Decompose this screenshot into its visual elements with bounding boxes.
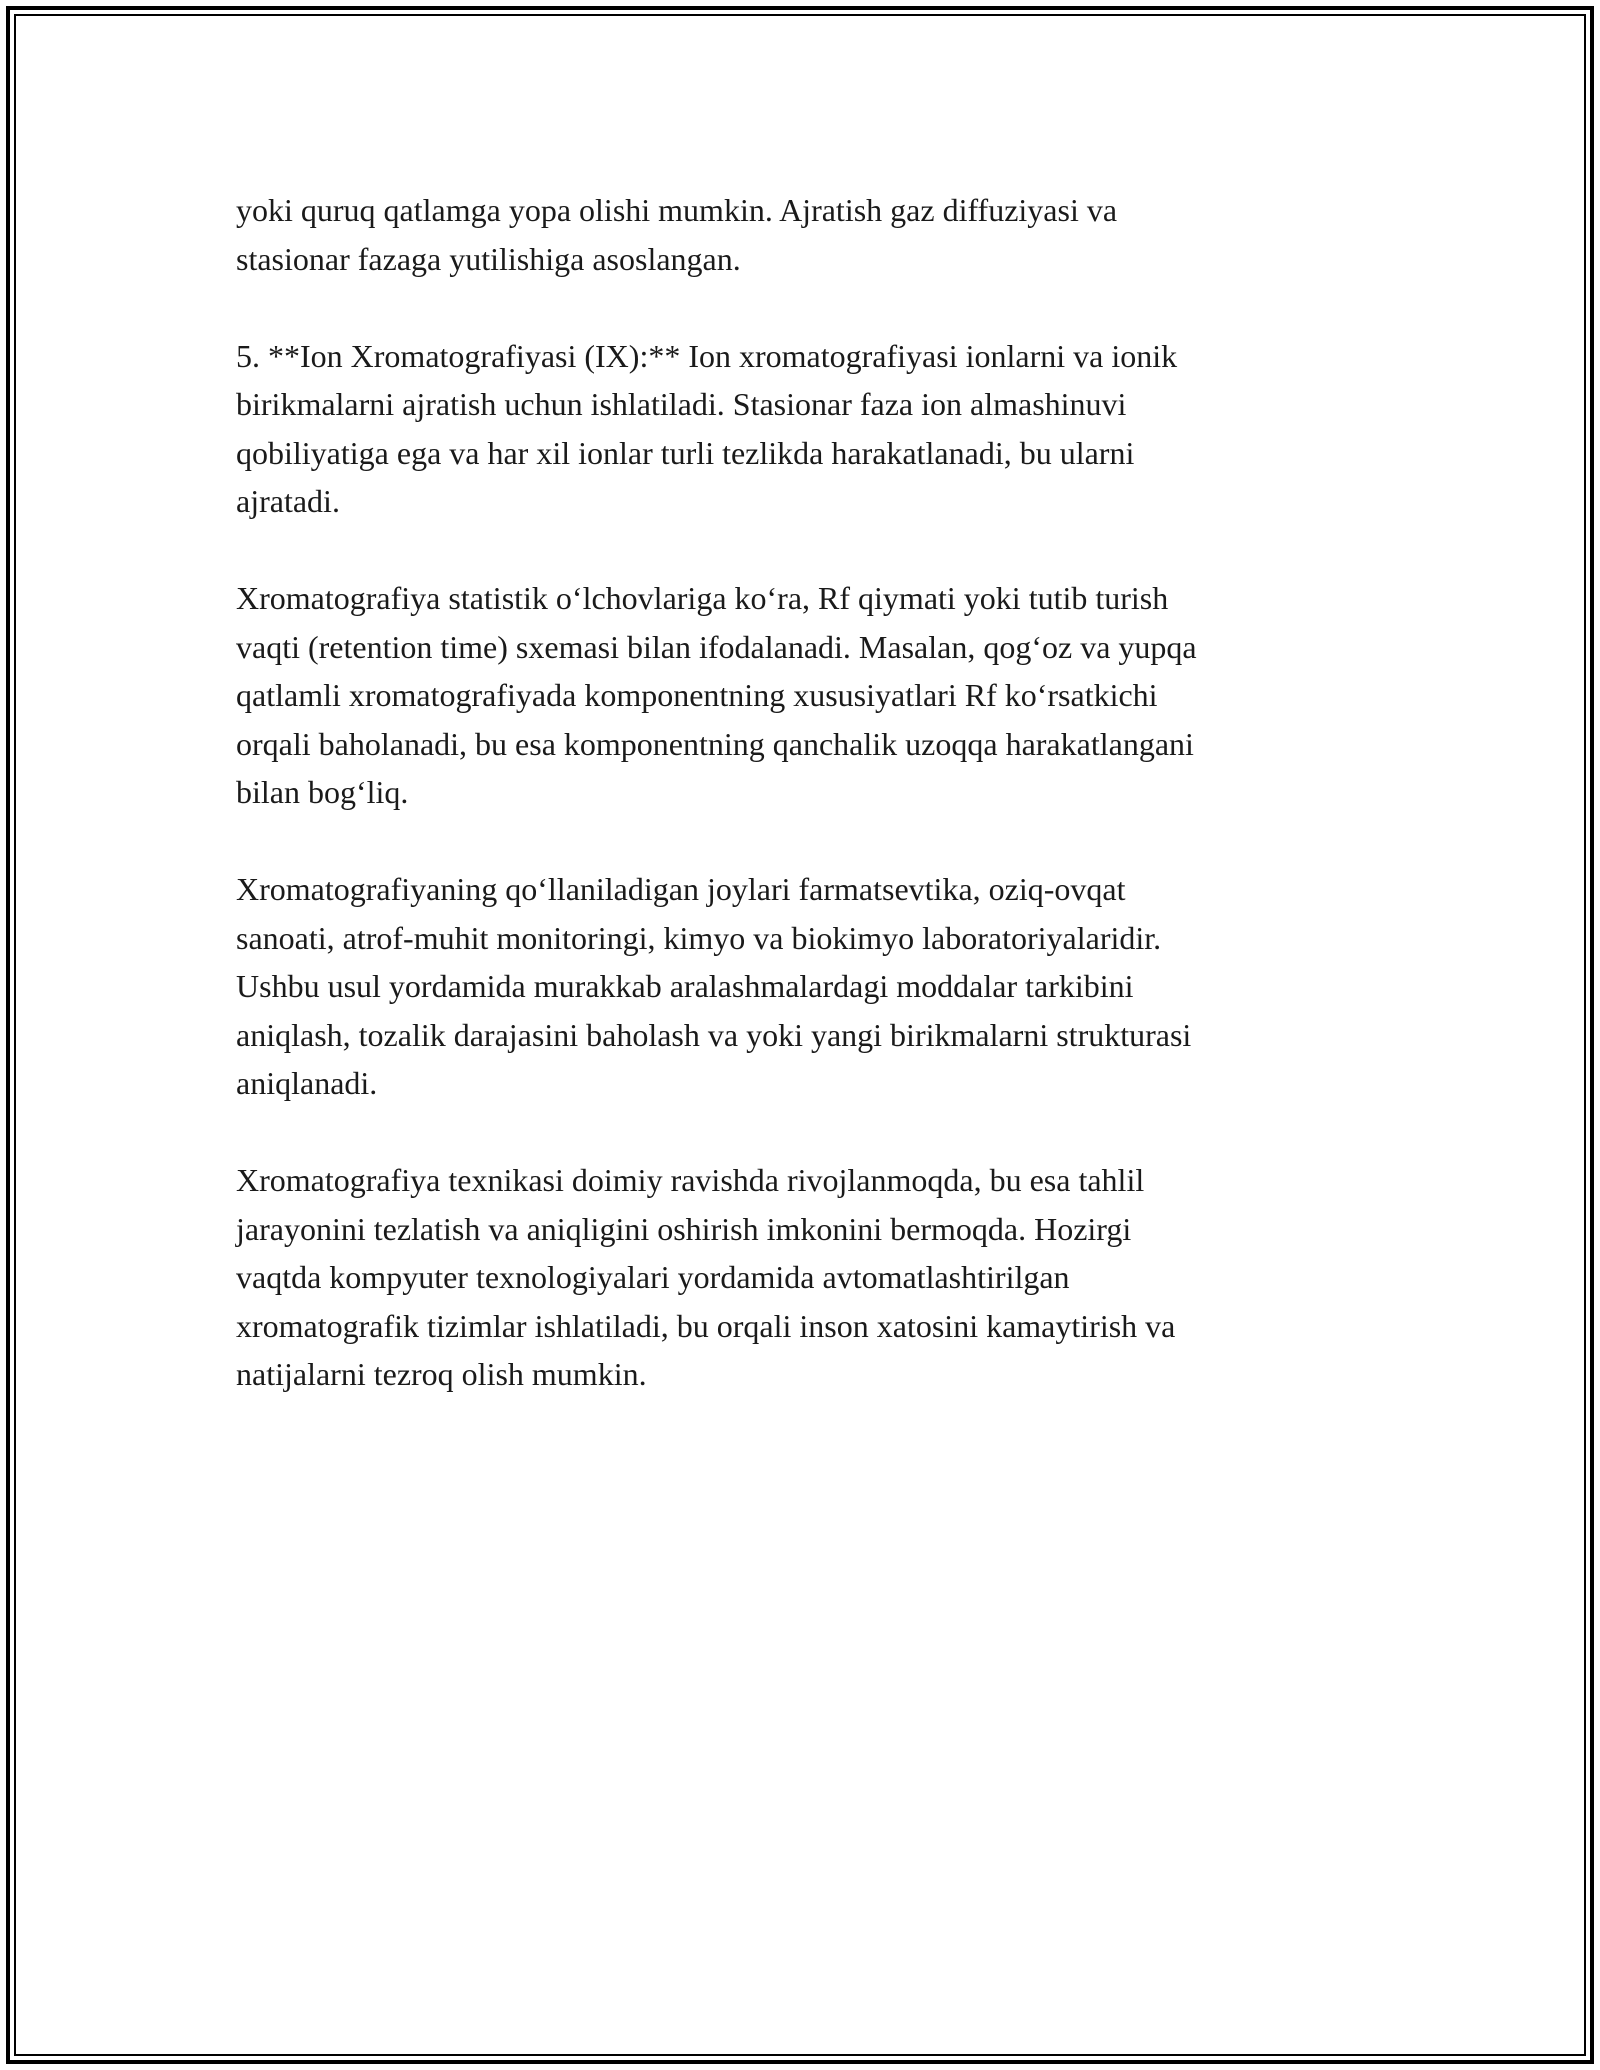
- paragraph-automation: Xromatografiya texnikasi doimiy ravishda rivojlanmoqda, bu esa tahlil jarayonini tezlatish va aniqligini oshirish imkonini bermoqda. Hozirgi vaqtda kompyuter texnologiyalari yordamida avtomatlashtirilgan xromatografik tizimlar ishlatiladi, bu orqali inson xatosini kamaytirish va natijalarni tezroq olish mumkin.: [236, 1162, 1176, 1392]
- document-body: [236, 186, 1376, 1447]
- paragraph-applications: Xromatografiyaning qo‘llaniladigan joylari farmatsevtika, oziq-ovqat sanoati, atrof-muhit monitoringi, kimyo va biokimyo laboratoriyalaridir. Ushbu usul yordamida murakkab aralashmalardagi moddalar tarkibini aniqlash, tozalik darajasini baholash va yoki yangi birikmalarni strukturasi aniqlanadi.: [236, 871, 1192, 1101]
- paragraph-rf-value: Xromatografiya statistik o‘lchovlariga ko‘ra, Rf qiymati yoki tutib turish vaqti (retention time) sxemasi bilan ifodalanadi. Masalan, qog‘oz va yupqa qatlamli xromatografiyada komponentning xususiyatlari Rf ko‘rsatkichi orqali baholanadi, bu esa komponentning qanchalik uzoqqa harakatlangani bilan bog‘liq.: [236, 580, 1197, 810]
- paragraph-ion-chromatography: 5. **Ion Xromatografiyasi (IX):** Ion xromatografiyasi ionlarni va ionik birikmalarni ajratish uchun ishlatiladi. Stasionar faza ion almashinuvi qobiliyatiga ega va har xil ionlar turli tezlikda harakatlanadi, bu ularni ajratadi.: [236, 337, 1178, 519]
- paragraph-gas-chromatography-end: yoki quruq qatlamga yopa olishi mumkin. Ajratish gaz diffuziyasi va stasionar fazaga yutilishiga asoslangan.: [236, 192, 1118, 277]
